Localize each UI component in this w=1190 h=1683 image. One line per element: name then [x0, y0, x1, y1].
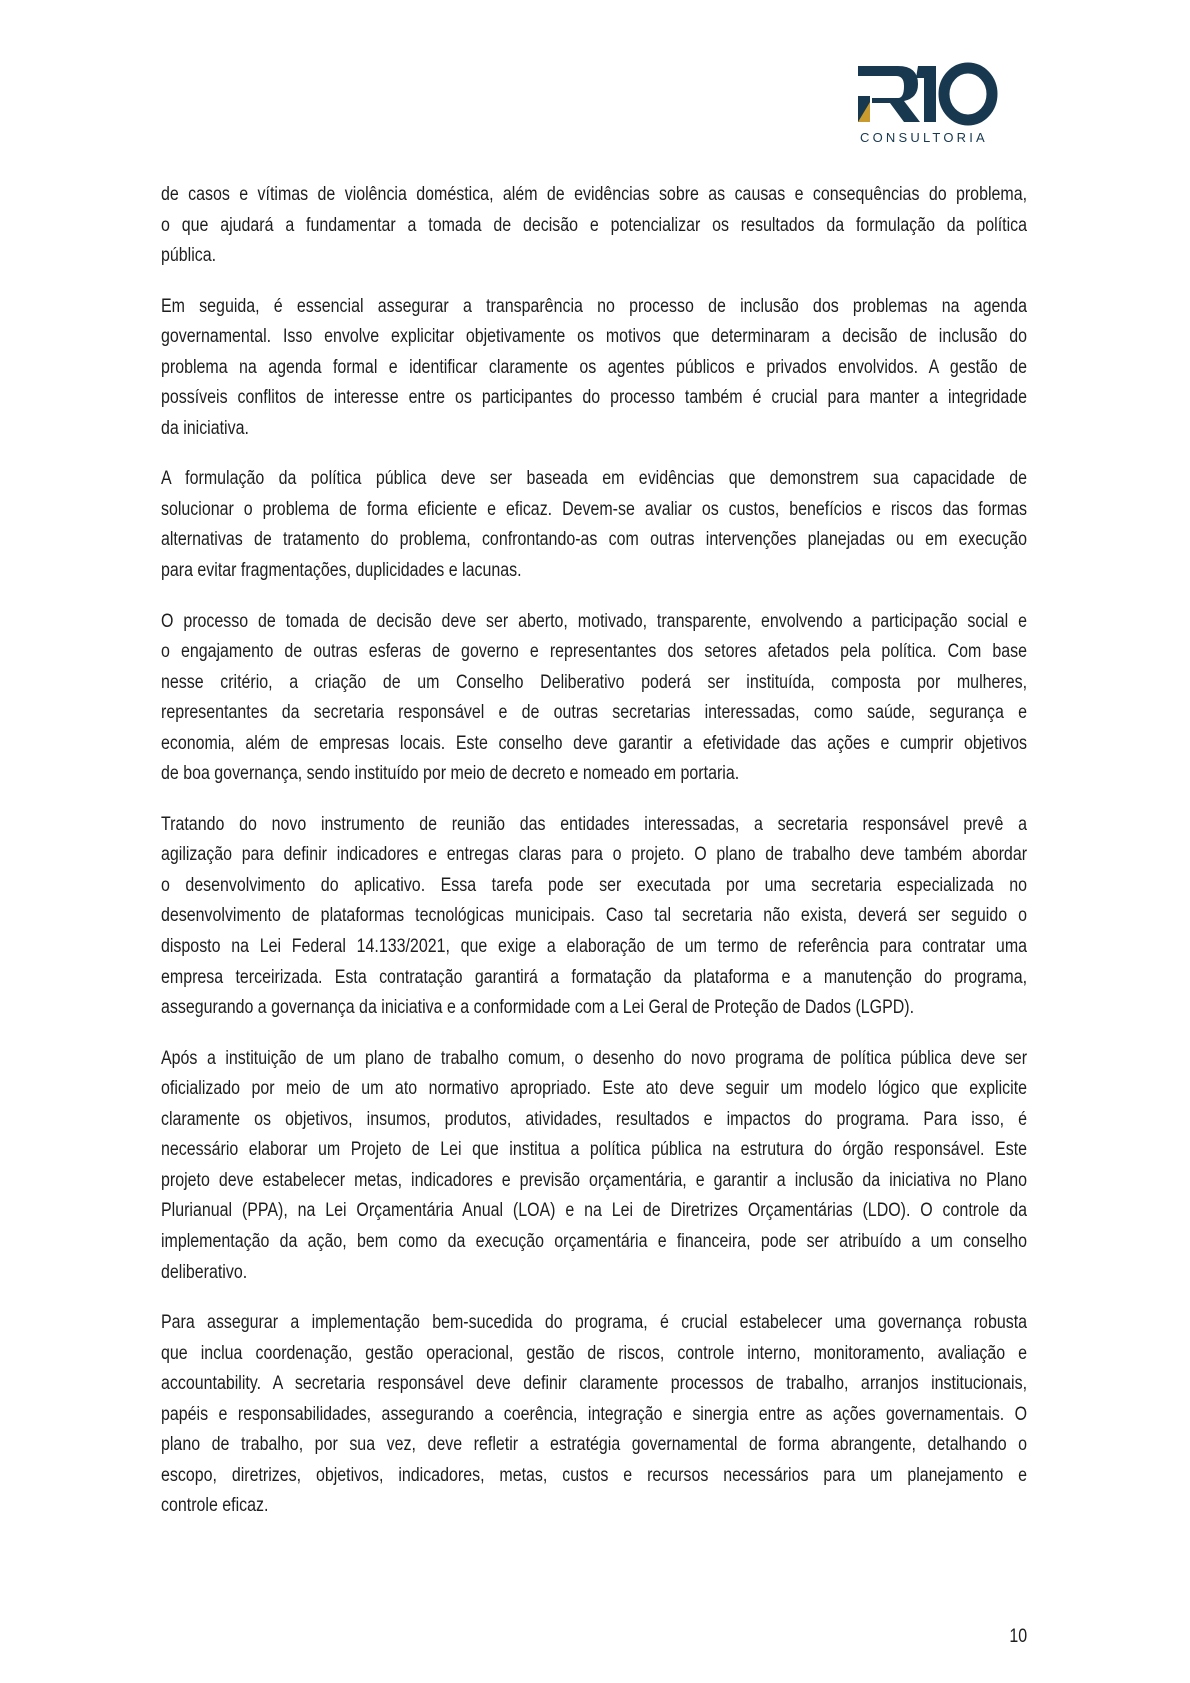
- text-line-content: o engajamento de outras esferas de governo e representantes dos setores afetados pela política. Com base: [161, 641, 1028, 663]
- text-line-content: projeto deve estabelecer metas, indicadores e previsão orçamentária, e garantir a inclusão da iniciativa no Plano: [161, 1169, 1028, 1191]
- text-line-content: Em seguida, é essencial assegurar a transparência no processo de inclusão dos problemas na agenda: [161, 295, 1028, 317]
- text-line-content: para evitar fragmentações, duplicidades e lacunas.: [161, 560, 522, 582]
- text-line: [161, 556, 1027, 587]
- text-line: [161, 353, 1027, 384]
- text-line-content: deliberativo.: [161, 1261, 248, 1283]
- text-line-content: alternativas de tratamento do problema, confrontando-as com outras intervenções planejadas ou em execução: [161, 529, 1028, 551]
- text-line: [161, 525, 1027, 556]
- text-line: [161, 668, 1027, 699]
- text-line: [161, 901, 1027, 932]
- text-line: [161, 1339, 1027, 1370]
- paragraph: [161, 810, 1027, 1024]
- text-line-content: pública.: [161, 245, 217, 267]
- text-line: [161, 1196, 1027, 1227]
- text-line-content: necessário elaborar um Projeto de Lei que institua a política pública na estrutura do órgão responsável. Este: [161, 1139, 1028, 1161]
- text-line-content: economia, além de empresas locais. Este conselho deve garantir a efetividade das ações e cumprir objetivos: [161, 732, 1028, 754]
- text-line-content: Plurianual (PPA), na Lei Orçamentária Anual (LOA) e na Lei de Diretrizes Orçamentárias (LDO). O controle da: [161, 1200, 1028, 1222]
- text-line: [161, 495, 1027, 526]
- text-line-content: A formulação da política pública deve ser baseada em evidências que demonstrem sua capacidade de: [161, 468, 1028, 490]
- text-line-content: disposto na Lei Federal 14.133/2021, que exige a elaboração de um termo de referência para contratar uma: [161, 936, 1028, 958]
- text-line-content: que inclua coordenação, gestão operacional, gestão de riscos, controle interno, monitoramento, avaliação e: [161, 1342, 1028, 1364]
- text-line-content: papéis e responsabilidades, assegurando a coerência, integração e sinergia entre as ações governamentais. O: [161, 1403, 1028, 1425]
- text-line: [161, 1166, 1027, 1197]
- page-number: 10: [1009, 1626, 1027, 1647]
- logo-subtitle: CONSULTORIA: [860, 130, 988, 145]
- paragraph: [161, 464, 1027, 586]
- text-line: [161, 322, 1027, 353]
- text-line-content: Após a instituição de um plano de trabalho comum, o desenho do novo programa de política pública deve ser: [161, 1047, 1028, 1069]
- text-line: [161, 1135, 1027, 1166]
- document-body: [161, 180, 1027, 1542]
- text-line-content: agilização para definir indicadores e entregas claras para o projeto. O plano de trabalho deve também abordar: [161, 844, 1028, 866]
- text-line: [161, 292, 1027, 323]
- text-line: [161, 871, 1027, 902]
- text-line: [161, 840, 1027, 871]
- text-line: [161, 1369, 1027, 1400]
- text-line-content: representantes da secretaria responsável e de outras secretarias interessadas, como saúde, segurança e: [161, 702, 1028, 724]
- text-line-content: problema na agenda formal e identificar claramente os agentes públicos e privados envolvidos. A gestão de: [161, 356, 1028, 378]
- text-line: [161, 1308, 1027, 1339]
- text-line-content: solucionar o problema de forma eficiente e eficaz. Devem-se avaliar os custos, benefícios e riscos das formas: [161, 498, 1028, 520]
- text-line: [161, 1044, 1027, 1075]
- text-line-content: oficializado por meio de um ato normativo apropriado. Este ato deve seguir um modelo lógico que explicite: [161, 1078, 1028, 1100]
- text-line-content: O processo de tomada de decisão deve ser aberto, motivado, transparente, envolvendo a participação social e: [161, 610, 1028, 632]
- text-line-content: accountability. A secretaria responsável deve definir claramente processos de trabalho, arranjos institucionais,: [161, 1373, 1028, 1395]
- text-line: [161, 810, 1027, 841]
- text-line: [161, 1074, 1027, 1105]
- text-line: [161, 211, 1027, 242]
- paragraph: [161, 607, 1027, 790]
- text-line-content: empresa terceirizada. Esta contratação garantirá a formatação da plataforma e a manutenção do programa,: [161, 966, 1028, 988]
- text-line: [161, 1258, 1027, 1289]
- text-line: [161, 1430, 1027, 1461]
- text-line: [161, 1227, 1027, 1258]
- paragraph: [161, 1308, 1027, 1522]
- text-line: [161, 993, 1027, 1024]
- text-line: [161, 759, 1027, 790]
- text-line: [161, 607, 1027, 638]
- paragraph: [161, 1044, 1027, 1288]
- text-line: [161, 180, 1027, 211]
- text-line: [161, 1491, 1027, 1522]
- paragraph: [161, 292, 1027, 445]
- text-line: [161, 1461, 1027, 1492]
- text-line-content: plano de trabalho, por sua vez, deve refletir a estratégia governamental de forma abrangente, detalhando o: [161, 1434, 1028, 1456]
- text-line: [161, 932, 1027, 963]
- text-line: [161, 414, 1027, 445]
- text-line-content: assegurando a governança da iniciativa e a conformidade com a Lei Geral de Proteção de Dados (LGPD).: [161, 997, 915, 1019]
- text-line: [161, 698, 1027, 729]
- text-line-content: controle eficaz.: [161, 1495, 269, 1517]
- text-line: [161, 383, 1027, 414]
- text-line-content: o desenvolvimento do aplicativo. Essa tarefa pode ser executada por uma secretaria especializada no: [161, 874, 1028, 896]
- text-line-content: governamental. Isso envolve explicitar objetivamente os motivos que determinaram a decisão de inclusão do: [161, 326, 1028, 348]
- text-line-content: de boa governança, sendo instituído por meio de decreto e nomeado em portaria.: [161, 763, 740, 785]
- text-line-content: implementação da ação, bem como da execução orçamentária e financeira, pode ser atribuído a um conselho: [161, 1230, 1028, 1252]
- text-line-content: escopo, diretrizes, objetivos, indicadores, metas, custos e recursos necessários para um planejamento e: [161, 1464, 1028, 1486]
- text-line-content: de casos e vítimas de violência doméstica, além de evidências sobre as causas e consequências do problema,: [161, 184, 1028, 205]
- text-line: [161, 729, 1027, 760]
- text-line-content: o que ajudará a fundamentar a tomada de decisão e potencializar os resultados da formulação da política: [161, 214, 1028, 236]
- text-line-content: claramente os objetivos, insumos, produtos, atividades, resultados e impactos do programa. Para isso, é: [161, 1108, 1028, 1130]
- text-line: [161, 963, 1027, 994]
- text-line: [161, 637, 1027, 668]
- text-line-content: desenvolvimento de plataformas tecnológicas municipais. Caso tal secretaria não exista, deverá ser seguido o: [161, 905, 1028, 927]
- text-line-content: nesse critério, a criação de um Conselho Deliberativo poderá ser instituída, composta por mulheres,: [161, 671, 1028, 693]
- text-line-content: Tratando do novo instrumento de reunião das entidades interessadas, a secretaria responsável prevê a: [161, 813, 1028, 835]
- text-line: [161, 241, 1027, 272]
- text-line-content: possíveis conflitos de interesse entre os participantes do processo também é crucial para manter a integridade: [161, 387, 1028, 409]
- paragraph: [161, 180, 1027, 272]
- text-line: [161, 464, 1027, 495]
- r10-consultoria-logo: [856, 60, 1006, 146]
- text-line-content: da iniciativa.: [161, 417, 249, 439]
- text-line-content: Para assegurar a implementação bem-sucedida do programa, é crucial estabelecer uma governança robusta: [161, 1312, 1028, 1334]
- text-line: [161, 1400, 1027, 1431]
- text-line: [161, 1105, 1027, 1136]
